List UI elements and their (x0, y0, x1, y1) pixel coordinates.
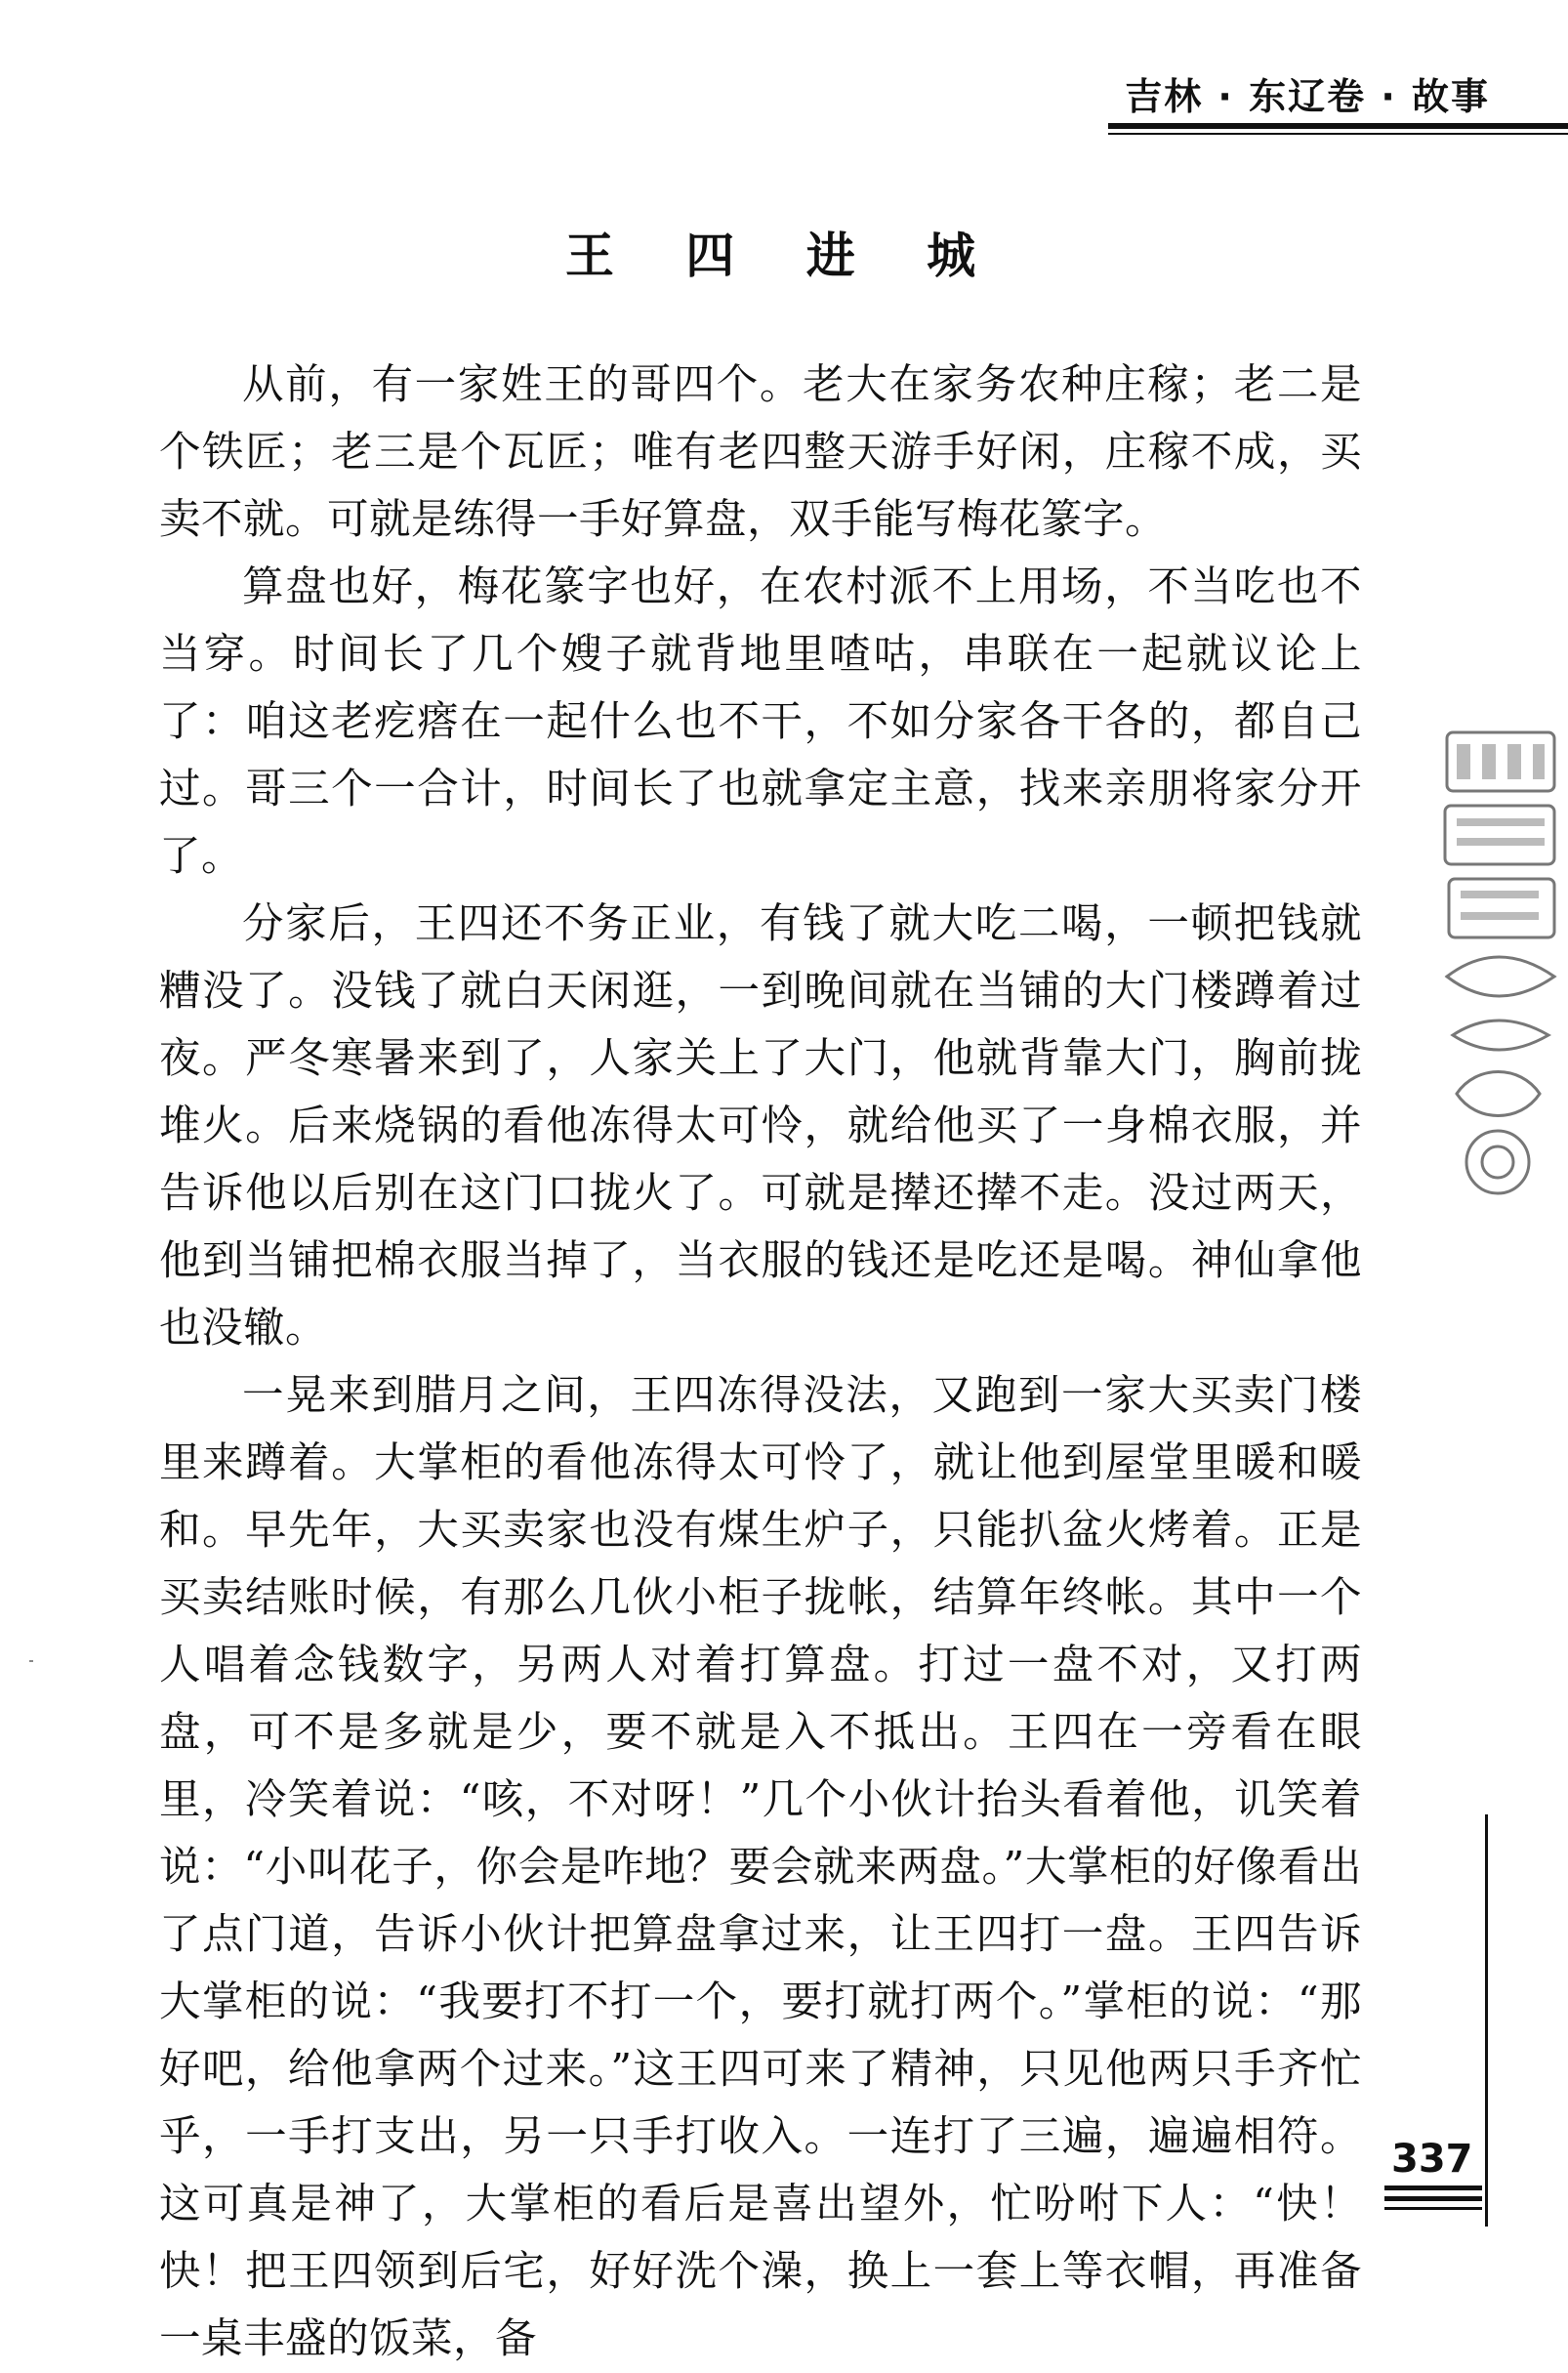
page-number: 337 (1391, 2137, 1473, 2182)
page-number-rule (1384, 2207, 1482, 2210)
running-header: 吉林 · 东辽卷 · 故事 (1125, 75, 1490, 118)
margin-speck (29, 1660, 33, 1662)
paragraph: 一晃来到腊月之间，王四冻得没法，又跑到一家大买卖门楼里来蹲着。大掌柜的看他冻得太可怜了，就让他到屋堂里暖和暖和。早先年，大买卖家也没有煤生炉子，只能扒盆火烤着。正是买卖结账时候，有那么几伙小柜子拢帐，结算年终帐。其中一个人唱着念钱数字，另两人对着打算盘。打过一盘不对，又打两盘，可不是多就是少，要不就是入不抵出。王四在一旁看在眼里，冷笑着说：“咳，不对呀！”几个小伙计抬头看着他，讥笑着说：“小叫花子，你会是咋地？要会就来两盘。”大掌柜的好像看出了点门道，告诉小伙计把算盘拿过来，让王四打一盘。王四告诉大掌柜的说：“我要打不打一个，要打就打两个。”掌柜的说：“那好吧，给他拿两个过来。”这王四可来了精神，只见他两只手齐忙乎，一手打支出，另一只手打收入。一连打了三遍，遍遍相符。这可真是神了，大掌柜的看后是喜出望外，忙吩咐下人：“快！快！把王四领到后宅，好好洗个澡，换上一套上等衣帽，再准备一桌丰盛的饭菜，备 (159, 1372, 1362, 2363)
header-rule (1108, 123, 1568, 129)
story-title: 王 四 进 城 (564, 228, 1004, 284)
story-body (159, 352, 1362, 2373)
page-number-rule (1384, 2186, 1482, 2190)
paragraph: 算盘也好，梅花篆字也好，在农村派不上用场，不当吃也不当穿。时间长了几个嫂子就背地里喳咕，串联在一起就议论上了：咱这老疙瘩在一起什么也不干，不如分家各干各的，都自己过。哥三个一合计，时间长了也就拿定主意，找来亲朋将家分开了。 (159, 563, 1362, 881)
paragraph: 分家后，王四还不务正业，有钱了就大吃二喝，一顿把钱就糟没了。没钱了就白天闲逛，一到晚间就在当铺的大门楼蹲着过夜。严冬寒暑来到了，人家关上了大门，他就背靠大门，胸前拢堆火。后来烧锅的看他冻得太可怜，就给他买了一身棉衣服，并告诉他以后别在这门口拢火了。可就是撵还撵不走。没过两天，他到当铺把棉衣服当掉了，当衣服的钱还是吃还是喝。神仙拿他也没辙。 (159, 900, 1362, 1353)
side-ornament-graphic (1427, 723, 1568, 1221)
paragraph: 从前，有一家姓王的哥四个。老大在家务农种庄稼；老二是个铁匠；老三是个瓦匠；唯有老四整天游手好闲，庄稼不成，买卖不就。可就是练得一手好算盘，双手能写梅花篆字。 (159, 361, 1362, 544)
header-rule-thin (1108, 133, 1568, 135)
page-number-rule (1384, 2196, 1482, 2201)
right-margin-rule (1485, 1814, 1488, 2227)
